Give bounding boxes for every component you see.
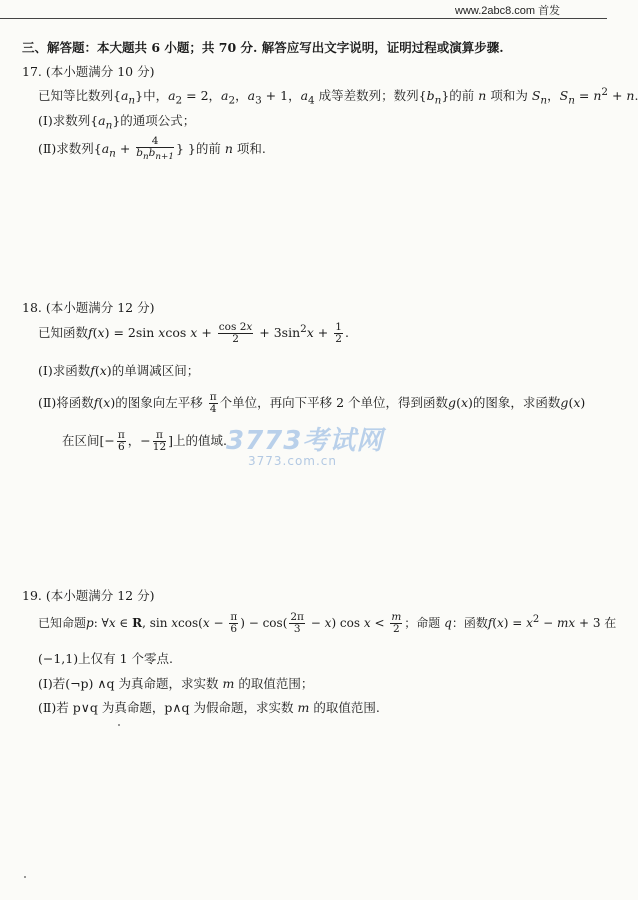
q17-number: 17. (本小题满分 10 分) <box>22 64 155 79</box>
watermark-logo: 3773考试网 <box>226 426 384 456</box>
q18-number: 18. (本小题满分 12 分) <box>22 300 155 315</box>
site-header: www.2abc8.com 首发 <box>455 5 561 17</box>
q18-stem: 已知函数f(x) = 2sin xcos x + $\frac{\cos 2x}{2}$ + $3\sin^2x$ + $\frac{1}{2}$ . <box>38 321 349 345</box>
q18-part1: (Ⅰ)求函数f(x)的单调减区间； <box>38 363 200 378</box>
watermark-url: 3773.com.cn <box>248 454 337 468</box>
scan-speck <box>118 724 120 726</box>
q19-number: 19. (本小题满分 12 分) <box>22 588 155 603</box>
q18-part2: (Ⅱ)将函数f(x)的图象向左平移 $\frac{\pi}{4}$ 个单位，再向下平移 2 个单位，得到函数g(x)的图象，求函数g(x) <box>38 391 586 415</box>
section-title: 三、解答题：本大题共 6 小题；共 70 分. 解答应写出文字说明，证明过程或演算步骤. <box>22 40 504 55</box>
q17-stem: 已知等比数列$\{a_n\}$中，$a_2 = 2$，$a_2$，$a_3 + 1$，$a_4$ 成等差数列；数列$\{b_n\}$的前 n 项和为 $S_n$，$S_n = n^2 + n$ <box>38 86 635 107</box>
scan-speck <box>24 876 26 878</box>
q19-stem-cont: (−1,1)上仅有 1 个零点. <box>38 651 173 666</box>
q18-part2-cont: 在区间[− $\frac{\pi}{6}$ ，− $\frac{\pi}{12}$ ]上的值域. <box>62 429 227 453</box>
q19-part1: (Ⅰ)若(¬p) ∧q 为真命题，求实数 m 的取值范围； <box>38 676 314 691</box>
header-rule <box>0 18 607 19</box>
q19-part2: (Ⅱ)若 p∨q 为真命题，p∧q 为假命题，求实数 m 的取值范围. <box>38 700 380 715</box>
q19-stem: 已知命题p: ∀x ∈ R, sin xcos(x − $\frac{\pi}{6}$ ) − cos( $\frac{2\pi}{3}$ − x) cos x < $\frac{m}{2}$ ；命题 q：函数$f(x) = x^2$ − mx + 3 在 <box>38 611 617 635</box>
q17-part2: (Ⅱ)求数列{$a_n$ + $\frac{4}{b_nb_{n+1}}$ } }的前 n 项和. <box>38 135 266 163</box>
q17-part1: (Ⅰ)求数列$\{a_n\}$的通项公式； <box>38 113 196 132</box>
